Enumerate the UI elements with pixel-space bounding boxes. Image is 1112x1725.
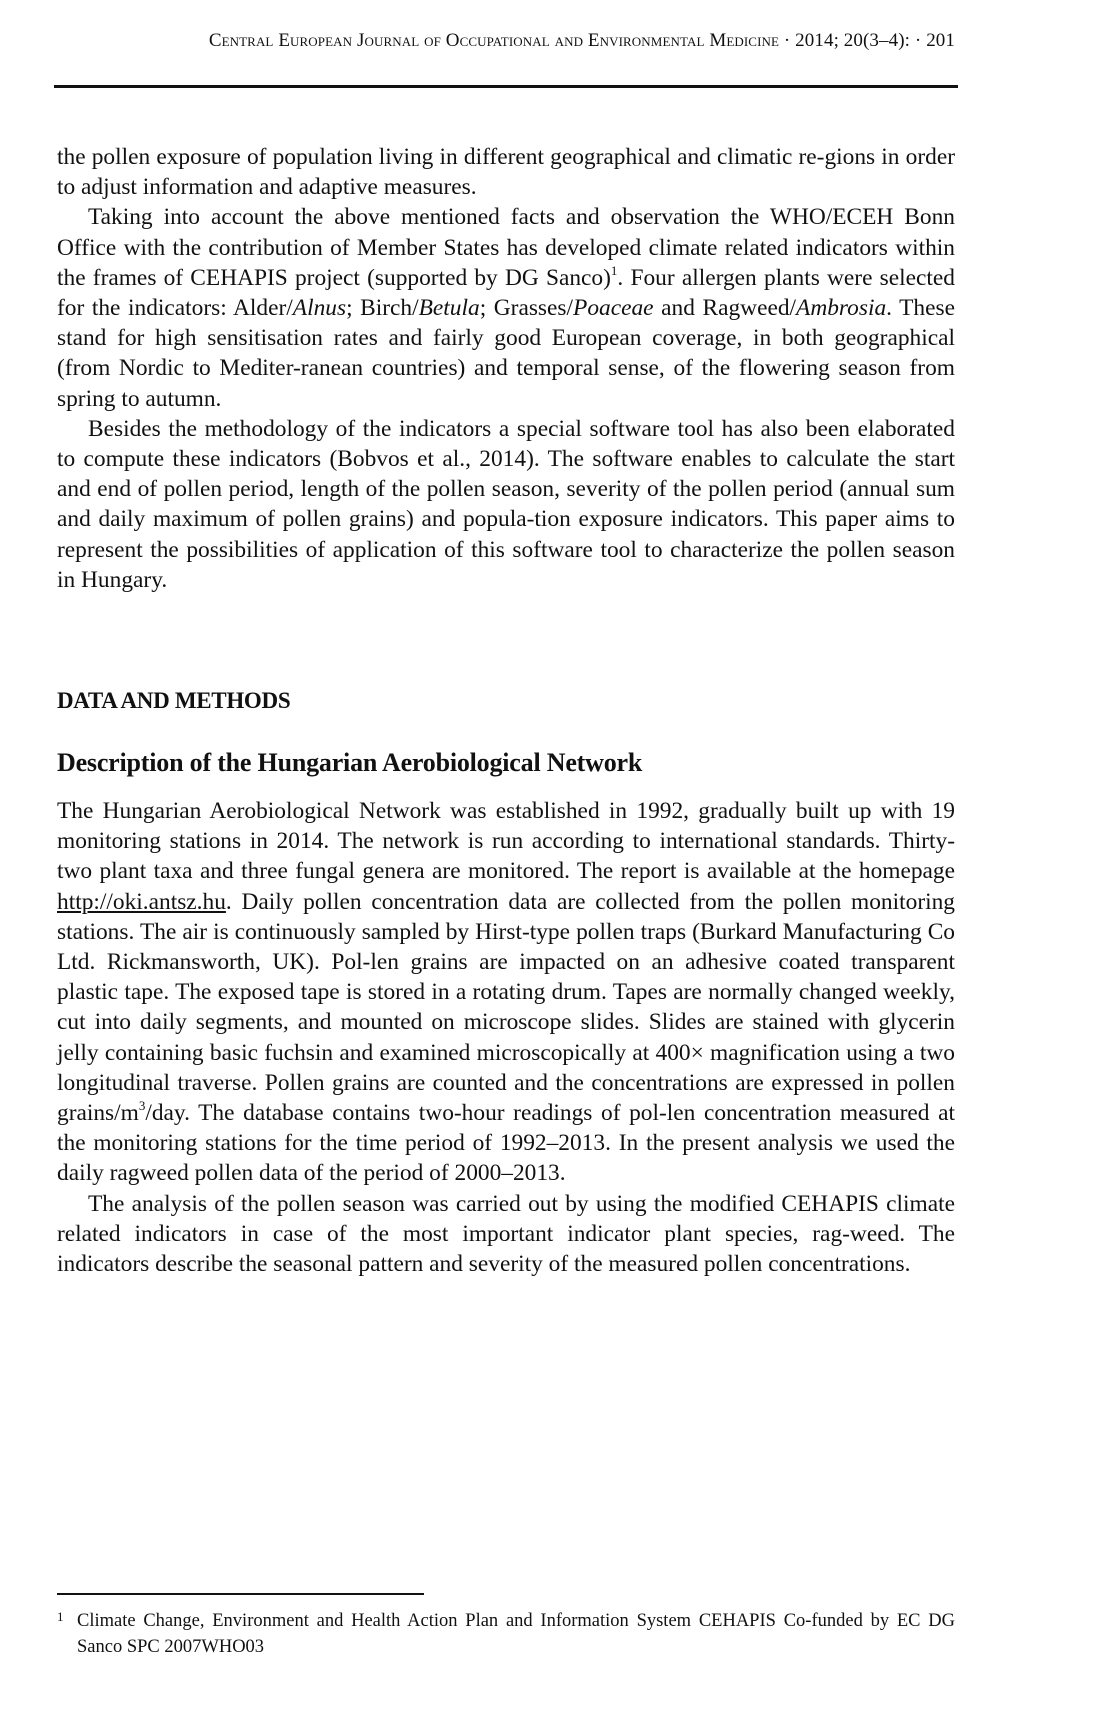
running-header <box>57 30 955 52</box>
superscript: 3 <box>138 1098 146 1114</box>
taxon-poaceae: Poaceae <box>573 295 654 322</box>
taxon-ambrosia: Ambrosia <box>796 295 887 322</box>
section-heading: DATA AND METHODS <box>57 688 291 713</box>
header-separator: · <box>779 30 796 51</box>
paragraph: the pollen exposure of population living in different geographical and climatic re-gions in order to adjust information and adaptive measures. <box>57 144 955 201</box>
footnote <box>57 1608 955 1660</box>
citation: 2014; 20(3–4): <box>795 30 911 51</box>
journal-title: Central European Journal of Occupational and Environmental Medicine <box>208 30 780 51</box>
header-rule <box>54 85 958 88</box>
paragraph: The analysis of the pollen season was carried out by using the modified CEHAPIS climate related indicators in case of the most important indicator plant species, rag-weed. The indicators describe the seasonal pattern and severity of the measured pollen concentrations. <box>57 1190 955 1278</box>
subsection-heading: Description of the Hungarian Aerobiological Network <box>57 748 643 777</box>
homepage-link[interactable]: http://oki.antsz.hu <box>57 888 226 915</box>
page-number: 201 <box>926 30 955 51</box>
footnote-mark: 1 <box>57 1609 64 1624</box>
paragraph: Besides the methodology of the indicators a special software tool has also been elaborated to compute these indicators (Bobvos et al., 2014). The software enables to calculate the start and end of pollen period, length of the pollen season, severity of the pollen period (annual sum and daily maximum of pollen grains) and popula-tion exposure indicators. This paper aims to represent the possibilities of application of this software tool to characterize the pollen season in Hungary. <box>57 415 955 593</box>
network-section <box>57 796 955 1279</box>
taxon-alnus: Alnus <box>292 295 347 322</box>
paragraph: The Hungarian Aerobiological Network was established in 1992, gradually built up with 19 monitoring stations in 2014. The network is run according to international standards. Thirty-two plant taxa and three fungal genera are monitored. The report is available at the homepage http://oki.antsz.hu. Daily pollen concentration data are collected from the pollen monitoring stations. The air is continuously sampled by Hirst-type pollen traps (Burkard Manufacturing Co Ltd. Rickmansworth, UK). Pol-len grains are impacted on an adhesive coated transparent plastic tape. The exposed tape is stored in a rotating drum. Tapes are normally changed weekly, cut into daily segments, and mounted on microscope slides. Slides are stained with glycerin jelly containing basic fuchsin and examined microscopically at 400× magnification using a two longitudinal traverse. Pollen grains are counted and the concentrations are expressed in pollen grains/$m^3$/day. The database contains two-hour readings of pol-len concentration measured at the monitoring stations for the time period of 1992–2013. In the present analysis we used the daily ragweed pollen data of the period of 2000–2013. <box>57 798 955 1187</box>
footnote-rule <box>57 1593 424 1595</box>
intro-section <box>57 142 955 595</box>
header-separator-2: · <box>910 30 927 51</box>
footnote-text: Climate Change, Environment and Health Action Plan and Information System CEHAPIS Co-funded by EC DG Sanco SPC 2007WHO03 <box>77 1611 955 1657</box>
taxon-betula: Betula <box>418 295 480 322</box>
paragraph: Taking into account the above mentioned facts and observation the WHO/ECEH Bonn Office with the contribution of Member States has developed climate related indicators within the frames of CEHAPIS project (supported by DG Sanco)$^1$. Four allergen plants were selected for the indicators: Alder/Alnus; Birch/Betula; Grasses/Poaceae and Ragweed/Ambrosia. These stand for high sensitisation rates and fairly good European coverage, in both geographical (from Nordic to Mediter-ranean countries) and temporal sense, of the flowering season from spring to autumn. <box>57 204 955 412</box>
footnote-ref: 1 <box>610 262 618 278</box>
